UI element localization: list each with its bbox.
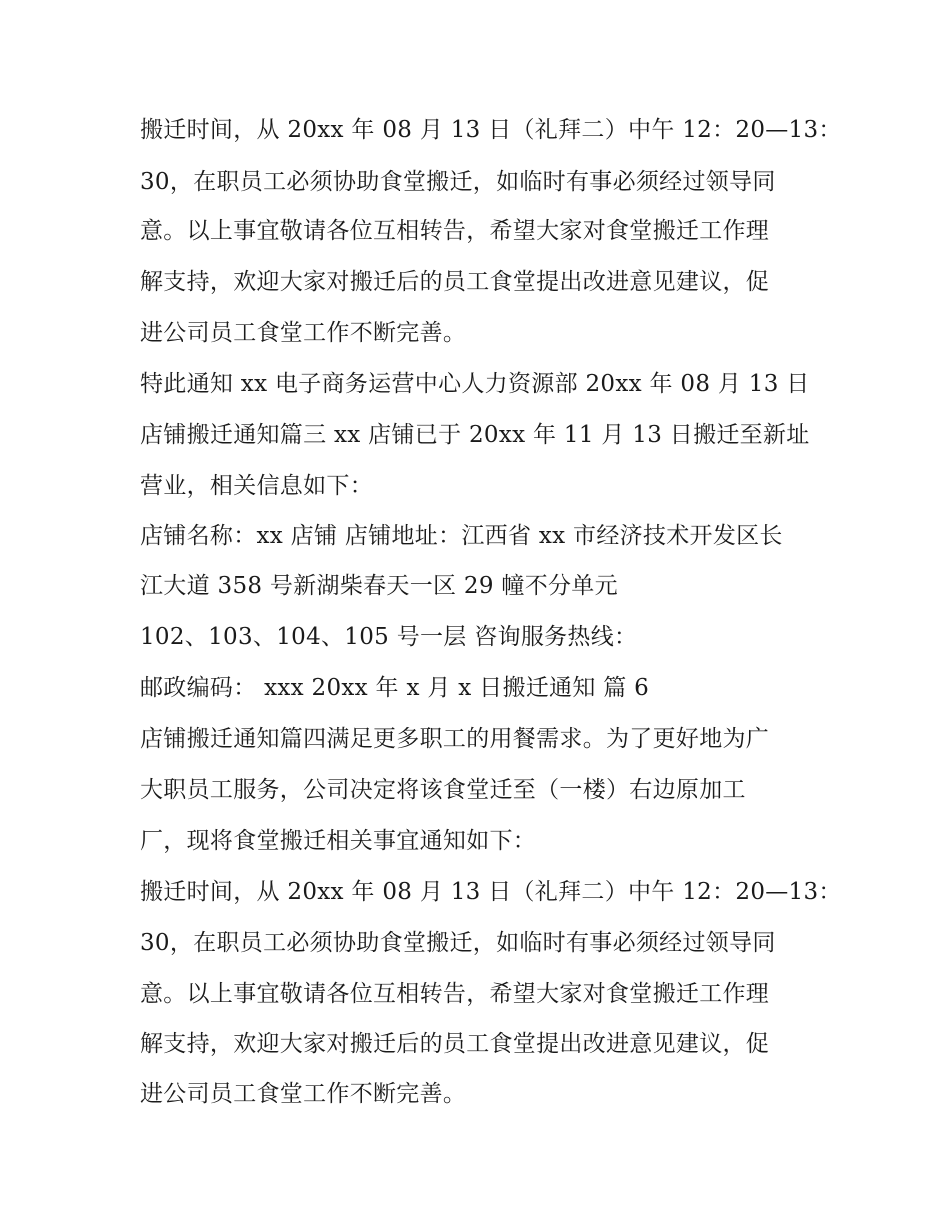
text-line: 进公司员工食堂工作不断完善。	[140, 1081, 467, 1107]
text-line: 30，在职员工必须协助食堂搬迁，如临时有事必须经过领导同	[140, 930, 776, 956]
text-line: 意。以上事宜敬请各位互相转告，希望大家对食堂搬迁工作理	[140, 218, 770, 244]
text-line: 邮政编码： xxx 20xx 年 x 月 x 日搬迁通知 篇 6	[140, 675, 650, 701]
text-line: 搬迁时间，从 20xx 年 08 月 13 日（礼拜二）中午 12：20—13：	[140, 879, 842, 905]
text-line: 进公司员工食堂工作不断完善。	[140, 320, 467, 346]
text-line: 意。以上事宜敬请各位互相转告，希望大家对食堂搬迁工作理	[140, 981, 770, 1007]
text-line: 店铺搬迁通知篇四满足更多职工的用餐需求。为了更好地为广	[140, 726, 770, 752]
text-line: 厂，现将食堂搬迁相关事宜通知如下：	[140, 828, 537, 854]
text-line: 102、103、104、105 号一层 咨询服务热线：	[140, 624, 638, 650]
text-line: 搬迁时间，从 20xx 年 08 月 13 日（礼拜二）中午 12：20—13：	[140, 117, 842, 143]
text-line: 解支持，欢迎大家对搬迁后的员工食堂提出改进意见建议，促	[140, 1031, 770, 1057]
text-line: 大职员工服务，公司决定将该食堂迁至（一楼）右边原加工	[140, 777, 746, 803]
text-line: 特此通知 xx 电子商务运营中心人力资源部 20xx 年 08 月 13 日	[140, 371, 810, 397]
text-line: 解支持，欢迎大家对搬迁后的员工食堂提出改进意见建议，促	[140, 269, 770, 295]
text-line: 30，在职员工必须协助食堂搬迁，如临时有事必须经过领导同	[140, 169, 776, 195]
text-line: 江大道 358 号新湖柴春天一区 29 幢不分单元	[140, 573, 618, 599]
text-line: 店铺搬迁通知篇三 xx 店铺已于 20xx 年 11 月 13 日搬迁至新址	[140, 422, 810, 448]
text-line: 店铺名称：xx 店铺 店铺地址：江西省 xx 市经济技术开发区长	[140, 523, 783, 549]
text-line: 营业，相关信息如下：	[140, 473, 373, 499]
